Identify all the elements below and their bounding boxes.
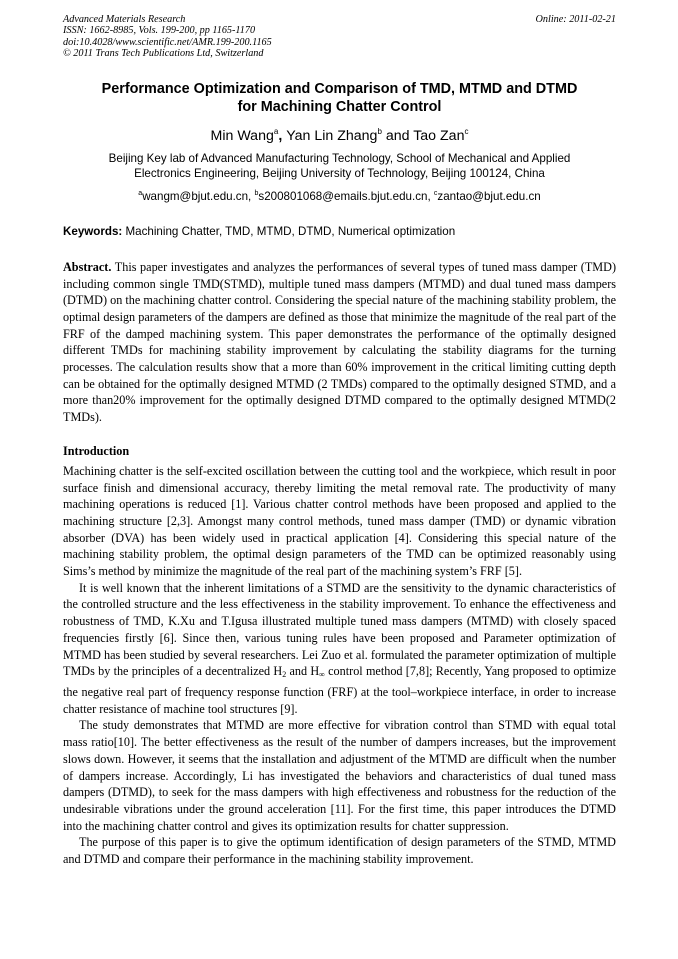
journal-issn: ISSN: 1662-8985, Vols. 199-200, pp 1165-1170 bbox=[63, 25, 256, 37]
author-emails bbox=[63, 186, 616, 205]
journal-copyright: © 2011 Trans Tech Publications Ltd, Switzerland bbox=[63, 48, 264, 60]
section-heading-introduction: Introduction bbox=[63, 443, 130, 458]
email-mark: b bbox=[254, 189, 259, 197]
online-date: Online: 2011-02-21 bbox=[535, 14, 616, 25]
paper-title-line-2: for Machining Chatter Control bbox=[237, 98, 442, 115]
paper-title bbox=[63, 80, 616, 116]
email-link[interactable]: wangm@bjut.edu.cn, bbox=[142, 189, 255, 203]
subscript: 2 bbox=[282, 670, 287, 680]
paper-title-line-1: Performance Optimization and Comparison of TMD, MTMD and DTMD bbox=[101, 80, 578, 97]
affiliation-line-2: Electronics Engineering, Beijing University of Technology, Beijing 100124, China bbox=[134, 167, 545, 181]
journal-header bbox=[63, 14, 616, 60]
paragraph-text: It is well known that the inherent limitations of a STMD are the sensitivity to the dynamic characteristics of the controlled structure and the less effectiveness in the stability improvement. To enhance the effectiveness and robustness of TMD, K.Xu and T.Igusa illustrated multiple tuned mass dampers (MTMD) with closely spaced frequencies firstly [6]. Since then, various tuning rules have been proposed and Parameter optimization of MTMD has been studied by several researchers. Lei Zuo et al. formulated the parameter optimization of multiple TMDs by the principles of a decentralized H bbox=[63, 580, 616, 679]
affiliation bbox=[63, 151, 616, 182]
author-affil-mark: c bbox=[464, 126, 469, 136]
email-mark: a bbox=[138, 189, 143, 197]
author-name: Yan Lin Zhang bbox=[286, 127, 378, 144]
author-name: Min Wang bbox=[210, 127, 274, 144]
journal-doi: doi:10.4028/www.scientific.net/AMR.199-200.1165 bbox=[63, 36, 272, 48]
abstract-text: This paper investigates and analyzes the performances of several types of tuned mass damper (TMD) including common single TMD(STMD), multiple tuned mass dampers (MTMD) and dual tuned mass dampers (DTMD) on the machining chatter control. Considering the special nature of the machining stability problem, the optimal design parameters of the dampers are defined as those that minimize the magnitude of the real part of the FRF of the damped machining system. This paper demonstrates the performance of the optimally designed different TMDs for machining stability improvement by calculating the stability diagrams for the turning processes. The calculation results show that a more than 60% improvement in the critical limiting cutting depth can be obtained for the optimally designed MTMD (2 TMDs) compared to the optimally designed STMD, and a more than20% improvement for the optimally designed DTMD compared to the optimally designed MTMD(2 TMDs). bbox=[63, 259, 616, 425]
journal-name: Advanced Materials Research bbox=[63, 14, 186, 25]
author-name: Tao Zan bbox=[413, 127, 465, 144]
author-separator: and bbox=[381, 127, 414, 144]
subscript: ∞ bbox=[319, 670, 325, 680]
keywords-label: Keywords: bbox=[63, 224, 123, 238]
abstract bbox=[63, 259, 616, 426]
affiliation-line-1: Beijing Key lab of Advanced Manufacturing Technology, School of Mechanical and Applied bbox=[108, 151, 571, 165]
author-list bbox=[63, 123, 616, 145]
author-separator: , bbox=[278, 127, 287, 144]
email-link[interactable]: s200801068@emails.bjut.edu.cn, bbox=[258, 189, 434, 203]
paragraph bbox=[63, 580, 616, 718]
keywords-text: Machining Chatter, TMD, MTMD, DTMD, Numerical optimization bbox=[122, 224, 456, 238]
email-link[interactable]: zantao@bjut.edu.cn bbox=[437, 189, 541, 203]
abstract-label: Abstract. bbox=[63, 259, 112, 274]
author-affil-mark: b bbox=[377, 126, 382, 136]
paragraph-text: control method [7,8]; Recently, Yang proposed to optimize the negative real part of frequency response function (FRF) at the tool–workpiece interface, in order to increase chatter resistance of machine tool structures [9]. bbox=[63, 664, 616, 716]
paragraph: Machining chatter is the self-excited oscillation between the cutting tool and the workpiece, which result in poor surface finish and dimensional accuracy, thereby limiting the metal removal rate. The productivity of many machining operations is reduced [1]. Various chatter control methods have been proposed and applied to the machining structure [2,3]. Amongst many control methods, tuned mass damper (TMD) or dynamic vibration absorber (DVA) has been widely used in practical application [4]. Considering this special nature of the machining stability problem, the optimal design parameters of the TMD can be optimized reasonably using Sims’s method by minimize the magnitude of the real part of the machining system’s FRF [5]. bbox=[63, 463, 616, 579]
paragraph: The purpose of this paper is to give the optimum identification of design parameters of the STMD, MTMD and DTMD and compare their performance in the machining stability improvement. bbox=[63, 835, 616, 867]
paper-page bbox=[63, 14, 616, 868]
paragraph: The study demonstrates that MTMD are more effective for vibration control than STMD with equal total mass ratio[10]. The better effectiveness as the result of the number of dampers increases, but the improvement slows down. However, it seems that the installation and adjustment of the MTMD are difficult when the number of dampers increase. Accordingly, Li has investigated the behaviors and characteristics of dual tuned mass dampers (DTMD), to seek for the mass dampers with high effectiveness and robustness for the reduction of the undesirable vibrations under the ground acceleration [11]. For the first time, this paper introduces the DTMD into the machining chatter control and gives its optimization results for chatter suppression. bbox=[63, 718, 616, 833]
email-mark: c bbox=[433, 189, 438, 197]
author-affil-mark: a bbox=[273, 126, 279, 136]
keywords bbox=[63, 224, 616, 239]
paragraph-text: and H bbox=[286, 664, 320, 679]
